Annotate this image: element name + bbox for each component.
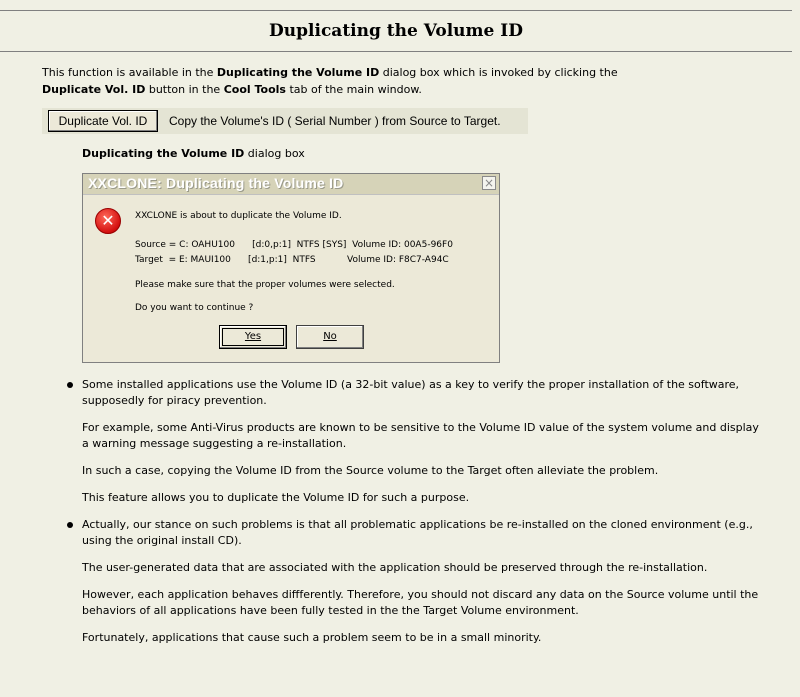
bullet-2-paragraph-2: However, each application behaves diffferently. Therefore, you should not discard any data on the Source volume until the behaviors of all applications have been fully tested in the the Target Volume environment. (82, 588, 759, 617)
bullet-2-paragraph-1: The user-generated data that are associated with the application should be preserved through the re-installation. (82, 561, 708, 574)
close-icon[interactable]: × (483, 176, 495, 190)
yes-button[interactable] (219, 325, 287, 349)
dialog-question: Do you want to continue ? (135, 303, 254, 313)
duplicate-volume-id-dialog (82, 173, 500, 363)
intro-paragraph (42, 64, 742, 98)
intro-text-2: dialog box which is invoked by clicking the (379, 66, 618, 79)
page-title: Duplicating the Volume ID (269, 21, 523, 41)
duplicate-vol-id-row (42, 108, 528, 134)
intro-bold-tab-name: Cool Tools (223, 83, 286, 96)
bullet-2-text: Actually, our stance on such problems is that all problematic applications be re-installed on the cloned environment (e.g., using the original install CD). (82, 518, 753, 547)
dialog-warning: Please make sure that the proper volumes were selected. (135, 280, 395, 290)
dialog-titlebar[interactable] (83, 174, 499, 195)
intro-text-3: button in the (145, 83, 224, 96)
error-icon: ✕ (95, 208, 121, 234)
bullet-2-paragraph-3: Fortunately, applications that cause such a problem seem to be in a small minority. (82, 631, 542, 644)
bullet-1-paragraph-3: This feature allows you to duplicate the Volume ID for such a purpose. (82, 491, 470, 504)
dialog-caption-rest: dialog box (244, 147, 305, 160)
content-body (82, 377, 762, 657)
intro-text-1: This function is available in the (42, 66, 217, 79)
duplicate-vol-id-description: Copy the Volume's ID ( Serial Number ) from Source to Target. (169, 114, 501, 128)
bullet-1-paragraph-2: In such a case, copying the Volume ID from the Source volume to the Target often alleviate the problem. (82, 464, 659, 477)
bullet-icon (67, 382, 73, 388)
bullet-1-text: Some installed applications use the Volume ID (a 32-bit value) as a key to verify the proper installation of the software, supposedly for piracy prevention. (82, 378, 740, 407)
dialog-message: XXCLONE is about to duplicate the Volume ID. (135, 211, 342, 221)
bullet-item-2 (82, 517, 762, 549)
yes-button-label: Yes (244, 331, 262, 342)
bullet-item-1 (82, 377, 762, 409)
intro-bold-button-name: Duplicate Vol. ID (42, 83, 146, 96)
dialog-title: XXCLONE: Duplicating the Volume ID (88, 175, 344, 191)
no-button-label: No (323, 331, 337, 342)
intro-text-4: tab of the main window. (285, 83, 422, 96)
dialog-caption-bold: Duplicating the Volume ID (82, 147, 245, 160)
page-header (0, 10, 792, 52)
bullet-icon (67, 522, 73, 528)
intro-bold-dialog-name: Duplicating the Volume ID (216, 66, 380, 79)
dialog-caption (82, 147, 305, 160)
dialog-target-line: Target = E: MAUI100 [d:1,p:1] NTFS Volume ID: F8C7-A94C (135, 255, 449, 265)
no-button[interactable] (296, 325, 364, 349)
dialog-source-line: Source = C: OAHU100 [d:0,p:1] NTFS [SYS] Volume ID: 00A5-96F0 (135, 240, 453, 250)
bullet-1-paragraph-1: For example, some Anti-Virus products are known to be sensitive to the Volume ID value of the system volume and display a warning message suggesting a re-installation. (82, 421, 759, 450)
duplicate-vol-id-button[interactable]: Duplicate Vol. ID (48, 110, 158, 132)
